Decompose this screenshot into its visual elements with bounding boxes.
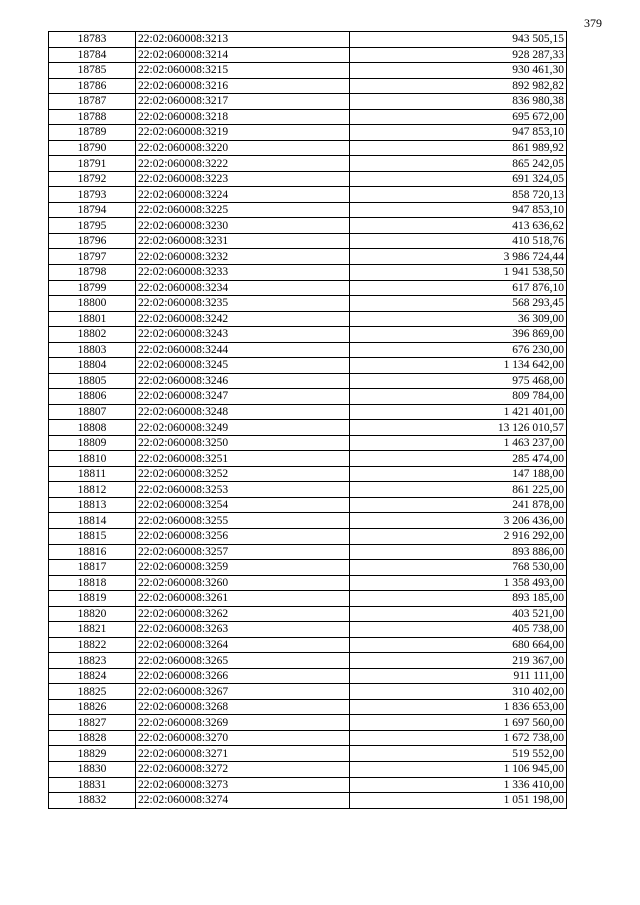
cadastral-number-cell: 22:02:060008:3249 (136, 420, 350, 436)
cadastral-number-cell: 22:02:060008:3223 (136, 171, 350, 187)
table-row (49, 373, 567, 389)
row-number-cell: 18829 (49, 746, 136, 762)
table-container (48, 31, 567, 809)
row-number-cell: 18831 (49, 777, 136, 793)
cadastral-number-cell: 22:02:060008:3253 (136, 482, 350, 498)
table-row (49, 622, 567, 638)
value-cell: 947 853,10 (350, 202, 567, 218)
row-number-cell: 18814 (49, 513, 136, 529)
row-number-cell: 18790 (49, 140, 136, 156)
cadastral-number-cell: 22:02:060008:3273 (136, 777, 350, 793)
value-cell: 691 324,05 (350, 171, 567, 187)
value-cell: 396 869,00 (350, 327, 567, 343)
cadastral-number-cell: 22:02:060008:3243 (136, 327, 350, 343)
row-number-cell: 18797 (49, 249, 136, 265)
row-number-cell: 18830 (49, 761, 136, 777)
table-row (49, 668, 567, 684)
value-cell: 809 784,00 (350, 389, 567, 405)
table-row (49, 187, 567, 203)
value-cell: 219 367,00 (350, 653, 567, 669)
row-number-cell: 18805 (49, 373, 136, 389)
value-cell: 1 941 538,50 (350, 264, 567, 280)
cadastral-number-cell: 22:02:060008:3219 (136, 125, 350, 141)
table-body (49, 32, 567, 809)
row-number-cell: 18811 (49, 466, 136, 482)
table-row (49, 280, 567, 296)
cadastral-number-cell: 22:02:060008:3234 (136, 280, 350, 296)
cadastral-number-cell: 22:02:060008:3255 (136, 513, 350, 529)
row-number-cell: 18801 (49, 311, 136, 327)
cadastral-number-cell: 22:02:060008:3214 (136, 47, 350, 63)
table-row (49, 482, 567, 498)
row-number-cell: 18823 (49, 653, 136, 669)
cadastral-number-cell: 22:02:060008:3246 (136, 373, 350, 389)
row-number-cell: 18817 (49, 560, 136, 576)
value-cell: 3 986 724,44 (350, 249, 567, 265)
row-number-cell: 18792 (49, 171, 136, 187)
cadastral-number-cell: 22:02:060008:3217 (136, 94, 350, 110)
table-row (49, 513, 567, 529)
value-cell: 943 505,15 (350, 32, 567, 48)
value-cell: 1 106 945,00 (350, 761, 567, 777)
table-row (49, 94, 567, 110)
table-row (49, 466, 567, 482)
value-cell: 403 521,00 (350, 606, 567, 622)
cadastral-number-cell: 22:02:060008:3233 (136, 264, 350, 280)
row-number-cell: 18783 (49, 32, 136, 48)
row-number-cell: 18819 (49, 591, 136, 607)
row-number-cell: 18804 (49, 358, 136, 374)
table-row (49, 249, 567, 265)
row-number-cell: 18784 (49, 47, 136, 63)
cadastral-number-cell: 22:02:060008:3216 (136, 78, 350, 94)
cadastral-number-cell: 22:02:060008:3248 (136, 404, 350, 420)
table-row (49, 451, 567, 467)
row-number-cell: 18798 (49, 264, 136, 280)
value-cell: 1 421 401,00 (350, 404, 567, 420)
cadastral-number-cell: 22:02:060008:3231 (136, 233, 350, 249)
row-number-cell: 18796 (49, 233, 136, 249)
value-cell: 930 461,30 (350, 63, 567, 79)
row-number-cell: 18815 (49, 529, 136, 545)
table-row (49, 171, 567, 187)
table-row (49, 777, 567, 793)
value-cell: 861 225,00 (350, 482, 567, 498)
row-number-cell: 18827 (49, 715, 136, 731)
cadastral-number-cell: 22:02:060008:3261 (136, 591, 350, 607)
value-cell: 519 552,00 (350, 746, 567, 762)
cadastral-number-cell: 22:02:060008:3268 (136, 699, 350, 715)
value-cell: 2 916 292,00 (350, 529, 567, 545)
cadastral-number-cell: 22:02:060008:3232 (136, 249, 350, 265)
value-cell: 310 402,00 (350, 684, 567, 700)
row-number-cell: 18806 (49, 389, 136, 405)
value-cell: 617 876,10 (350, 280, 567, 296)
table-row (49, 715, 567, 731)
table-row (49, 296, 567, 312)
cadastral-number-cell: 22:02:060008:3256 (136, 529, 350, 545)
row-number-cell: 18794 (49, 202, 136, 218)
table-row (49, 63, 567, 79)
table-row (49, 699, 567, 715)
cadastral-number-cell: 22:02:060008:3257 (136, 544, 350, 560)
cadastral-number-cell: 22:02:060008:3250 (136, 435, 350, 451)
value-cell: 568 293,45 (350, 296, 567, 312)
value-cell: 1 463 237,00 (350, 435, 567, 451)
value-cell: 1 672 738,00 (350, 730, 567, 746)
row-number-cell: 18826 (49, 699, 136, 715)
row-number-cell: 18789 (49, 125, 136, 141)
table-row (49, 560, 567, 576)
table-row (49, 404, 567, 420)
row-number-cell: 18832 (49, 793, 136, 809)
row-number-cell: 18808 (49, 420, 136, 436)
value-cell: 1 051 198,00 (350, 793, 567, 809)
row-number-cell: 18818 (49, 575, 136, 591)
table-row (49, 78, 567, 94)
table-row (49, 47, 567, 63)
cadastral-number-cell: 22:02:060008:3263 (136, 622, 350, 638)
value-cell: 892 982,82 (350, 78, 567, 94)
value-cell: 405 738,00 (350, 622, 567, 638)
cadastral-number-cell: 22:02:060008:3242 (136, 311, 350, 327)
table-row (49, 202, 567, 218)
row-number-cell: 18788 (49, 109, 136, 125)
value-cell: 911 111,00 (350, 668, 567, 684)
cadastral-table (48, 31, 567, 809)
table-row (49, 342, 567, 358)
table-row (49, 435, 567, 451)
row-number-cell: 18825 (49, 684, 136, 700)
value-cell: 36 309,00 (350, 311, 567, 327)
cadastral-number-cell: 22:02:060008:3224 (136, 187, 350, 203)
cadastral-number-cell: 22:02:060008:3266 (136, 668, 350, 684)
value-cell: 1 134 642,00 (350, 358, 567, 374)
row-number-cell: 18799 (49, 280, 136, 296)
row-number-cell: 18793 (49, 187, 136, 203)
cadastral-number-cell: 22:02:060008:3218 (136, 109, 350, 125)
value-cell: 676 230,00 (350, 342, 567, 358)
value-cell: 893 185,00 (350, 591, 567, 607)
row-number-cell: 18812 (49, 482, 136, 498)
value-cell: 285 474,00 (350, 451, 567, 467)
cadastral-number-cell: 22:02:060008:3215 (136, 63, 350, 79)
table-row (49, 264, 567, 280)
row-number-cell: 18809 (49, 435, 136, 451)
row-number-cell: 18785 (49, 63, 136, 79)
value-cell: 680 664,00 (350, 637, 567, 653)
cadastral-number-cell: 22:02:060008:3262 (136, 606, 350, 622)
table-row (49, 793, 567, 809)
row-number-cell: 18824 (49, 668, 136, 684)
value-cell: 413 636,62 (350, 218, 567, 234)
row-number-cell: 18807 (49, 404, 136, 420)
value-cell: 1 836 653,00 (350, 699, 567, 715)
value-cell: 858 720,13 (350, 187, 567, 203)
value-cell: 768 530,00 (350, 560, 567, 576)
value-cell: 13 126 010,57 (350, 420, 567, 436)
cadastral-number-cell: 22:02:060008:3230 (136, 218, 350, 234)
row-number-cell: 18810 (49, 451, 136, 467)
page-number: 379 (584, 16, 602, 30)
table-row (49, 32, 567, 48)
cadastral-number-cell: 22:02:060008:3220 (136, 140, 350, 156)
table-row (49, 653, 567, 669)
value-cell: 1 336 410,00 (350, 777, 567, 793)
cadastral-number-cell: 22:02:060008:3269 (136, 715, 350, 731)
cadastral-number-cell: 22:02:060008:3222 (136, 156, 350, 172)
table-row (49, 529, 567, 545)
table-row (49, 497, 567, 513)
row-number-cell: 18802 (49, 327, 136, 343)
table-row (49, 140, 567, 156)
value-cell: 1 697 560,00 (350, 715, 567, 731)
table-row (49, 575, 567, 591)
value-cell: 865 242,05 (350, 156, 567, 172)
cadastral-number-cell: 22:02:060008:3267 (136, 684, 350, 700)
row-number-cell: 18786 (49, 78, 136, 94)
row-number-cell: 18791 (49, 156, 136, 172)
row-number-cell: 18787 (49, 94, 136, 110)
row-number-cell: 18816 (49, 544, 136, 560)
table-row (49, 761, 567, 777)
row-number-cell: 18821 (49, 622, 136, 638)
table-row (49, 156, 567, 172)
table-row (49, 420, 567, 436)
row-number-cell: 18800 (49, 296, 136, 312)
table-row (49, 544, 567, 560)
table-row (49, 591, 567, 607)
value-cell: 947 853,10 (350, 125, 567, 141)
cadastral-number-cell: 22:02:060008:3274 (136, 793, 350, 809)
value-cell: 861 989,92 (350, 140, 567, 156)
cadastral-number-cell: 22:02:060008:3245 (136, 358, 350, 374)
table-row (49, 218, 567, 234)
value-cell: 147 188,00 (350, 466, 567, 482)
table-row (49, 233, 567, 249)
value-cell: 893 886,00 (350, 544, 567, 560)
row-number-cell: 18822 (49, 637, 136, 653)
value-cell: 836 980,38 (350, 94, 567, 110)
cadastral-number-cell: 22:02:060008:3213 (136, 32, 350, 48)
cadastral-number-cell: 22:02:060008:3265 (136, 653, 350, 669)
table-row (49, 125, 567, 141)
row-number-cell: 18803 (49, 342, 136, 358)
value-cell: 3 206 436,00 (350, 513, 567, 529)
cadastral-number-cell: 22:02:060008:3247 (136, 389, 350, 405)
cadastral-number-cell: 22:02:060008:3260 (136, 575, 350, 591)
value-cell: 1 358 493,00 (350, 575, 567, 591)
value-cell: 241 878,00 (350, 497, 567, 513)
cadastral-number-cell: 22:02:060008:3235 (136, 296, 350, 312)
cadastral-number-cell: 22:02:060008:3272 (136, 761, 350, 777)
cadastral-number-cell: 22:02:060008:3264 (136, 637, 350, 653)
table-row (49, 389, 567, 405)
table-row (49, 358, 567, 374)
cadastral-number-cell: 22:02:060008:3252 (136, 466, 350, 482)
value-cell: 410 518,76 (350, 233, 567, 249)
cadastral-number-cell: 22:02:060008:3254 (136, 497, 350, 513)
cadastral-number-cell: 22:02:060008:3251 (136, 451, 350, 467)
cadastral-number-cell: 22:02:060008:3244 (136, 342, 350, 358)
table-row (49, 311, 567, 327)
row-number-cell: 18820 (49, 606, 136, 622)
table-row (49, 606, 567, 622)
table-row (49, 684, 567, 700)
table-row (49, 746, 567, 762)
value-cell: 695 672,00 (350, 109, 567, 125)
table-row (49, 327, 567, 343)
table-row (49, 637, 567, 653)
cadastral-number-cell: 22:02:060008:3259 (136, 560, 350, 576)
table-row (49, 109, 567, 125)
cadastral-number-cell: 22:02:060008:3270 (136, 730, 350, 746)
cadastral-number-cell: 22:02:060008:3225 (136, 202, 350, 218)
table-row (49, 730, 567, 746)
row-number-cell: 18795 (49, 218, 136, 234)
row-number-cell: 18828 (49, 730, 136, 746)
value-cell: 928 287,33 (350, 47, 567, 63)
value-cell: 975 468,00 (350, 373, 567, 389)
cadastral-number-cell: 22:02:060008:3271 (136, 746, 350, 762)
row-number-cell: 18813 (49, 497, 136, 513)
